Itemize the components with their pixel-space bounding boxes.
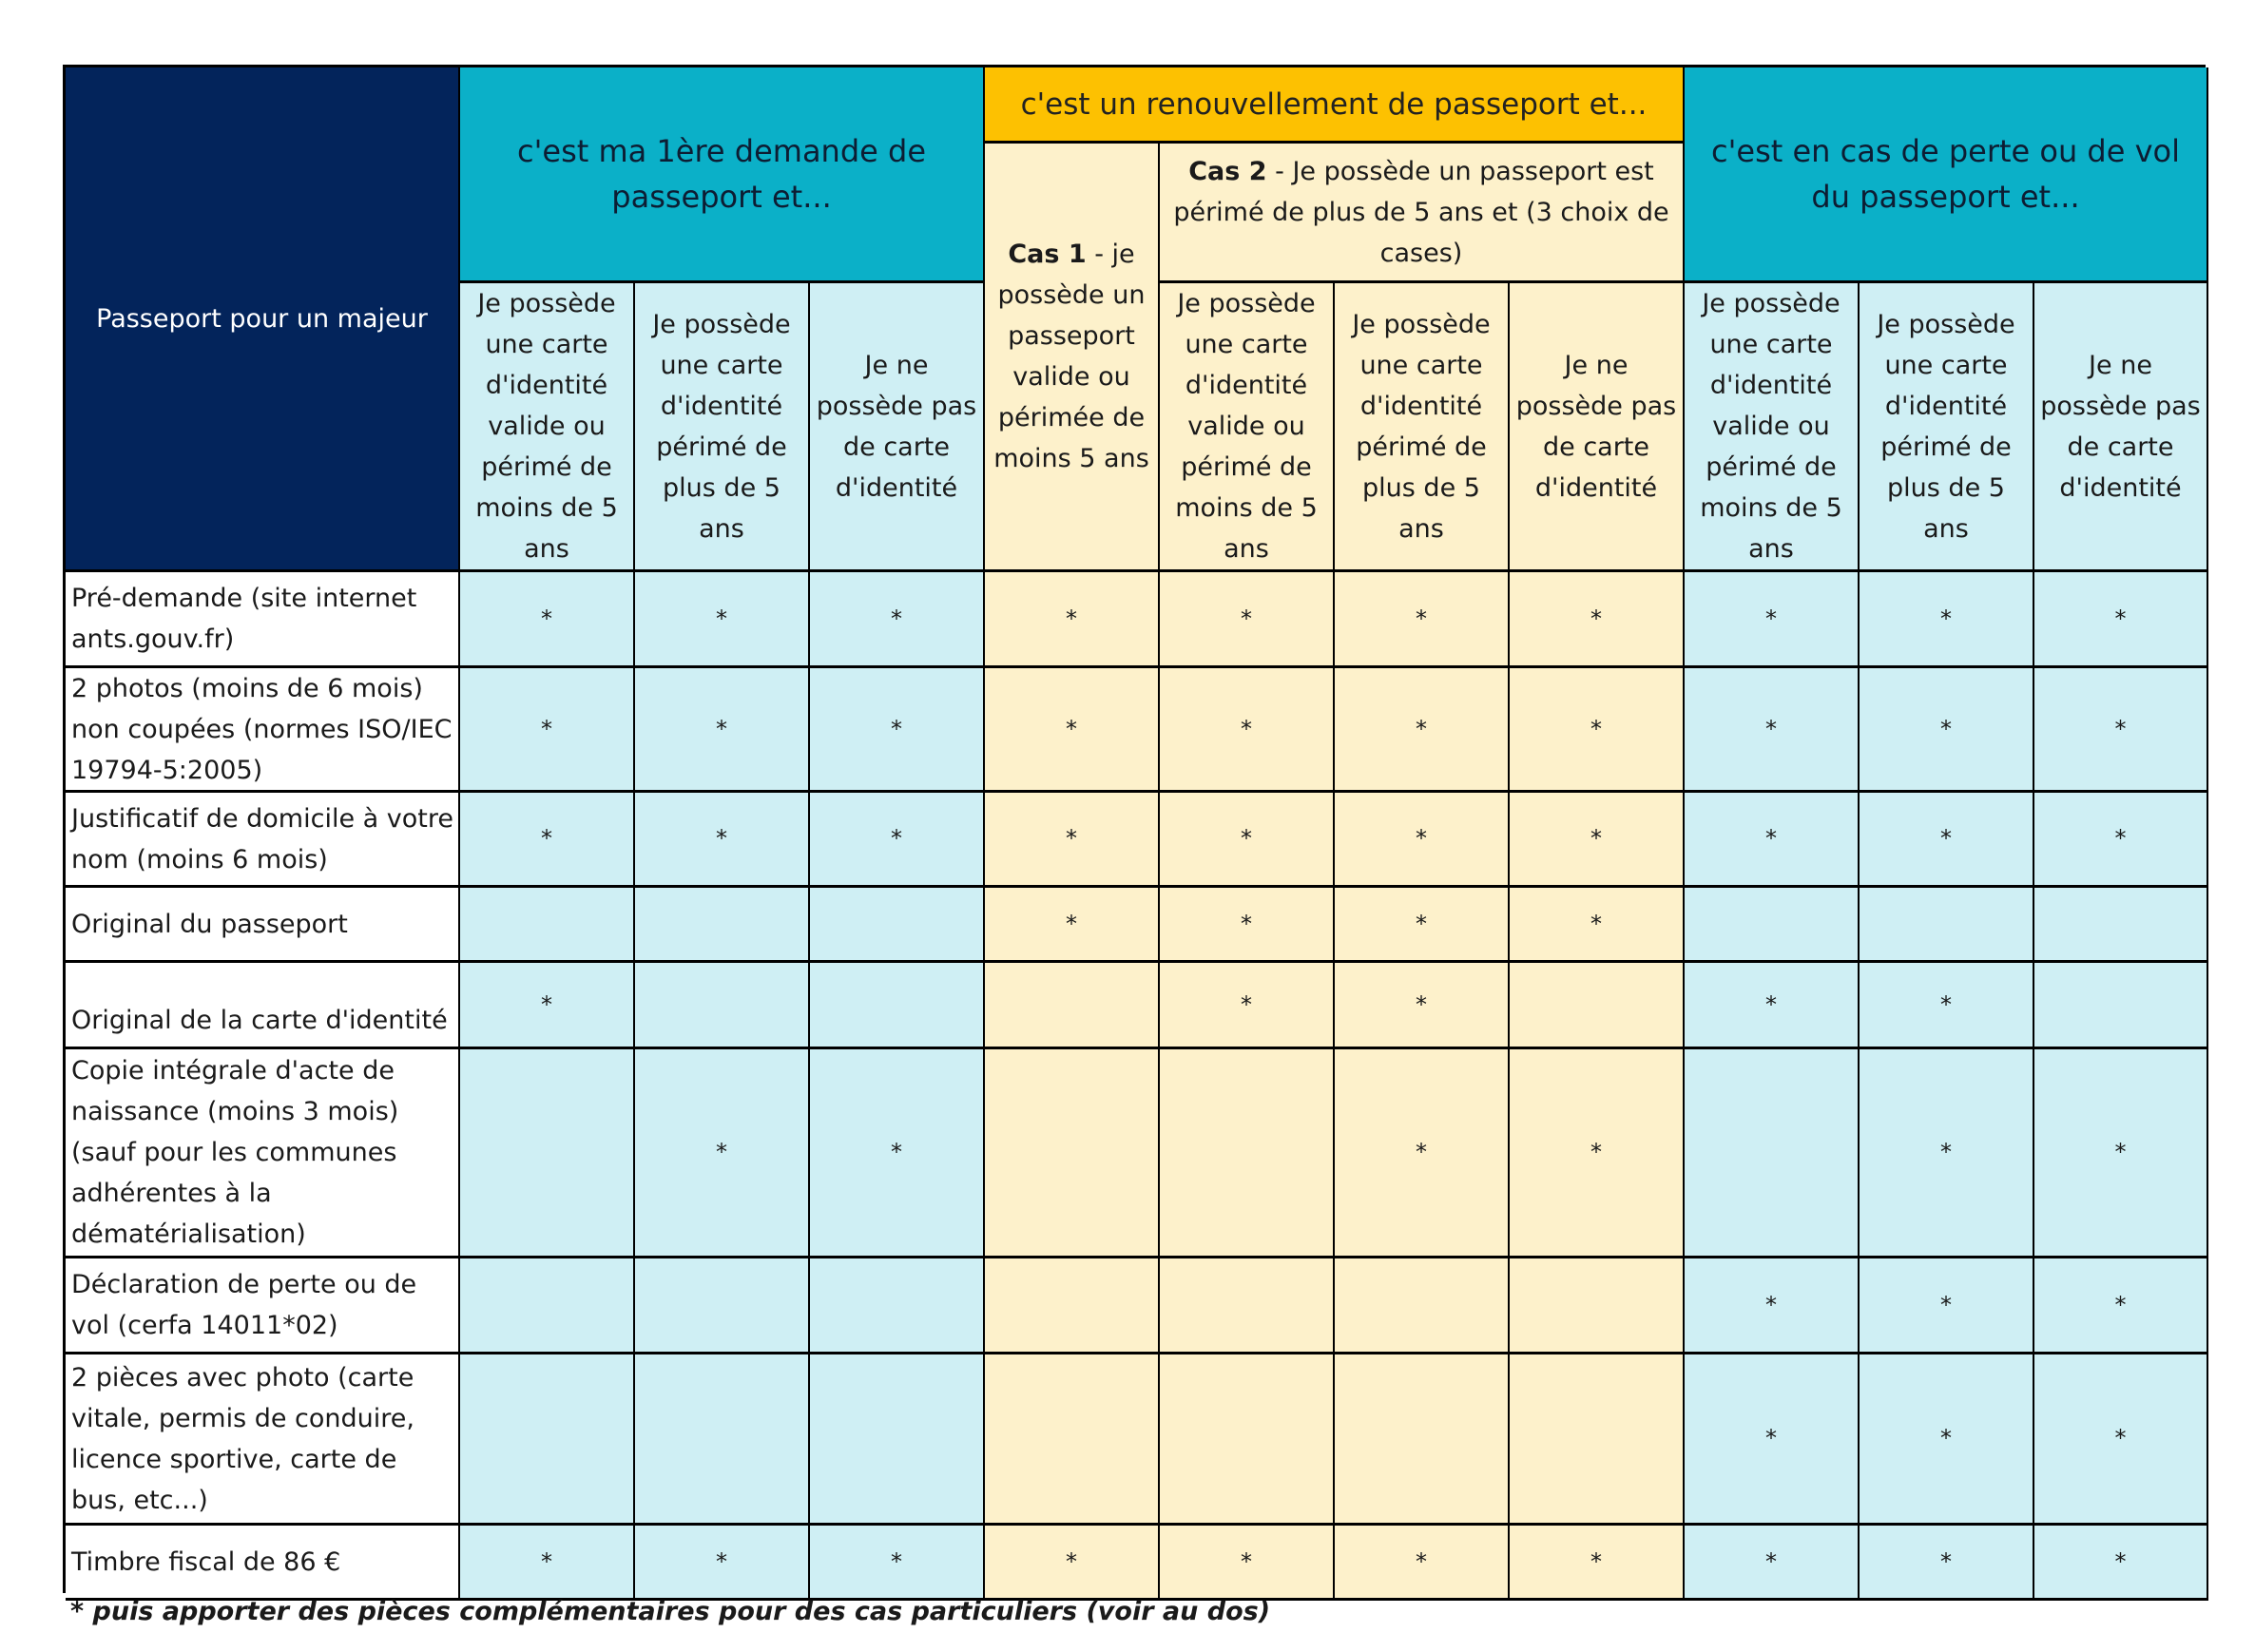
table-cell xyxy=(1335,793,1510,888)
cas2-header xyxy=(1160,144,1685,283)
corner-label: Passeport pour un majeur xyxy=(96,303,428,334)
requirement-mark: * xyxy=(541,990,552,1018)
table-cell xyxy=(985,1526,1160,1601)
table-cell xyxy=(1685,888,1860,963)
table-cell xyxy=(1685,668,1860,793)
subheader-g3-no-id xyxy=(2034,283,2208,572)
subheader-g1-no-id xyxy=(810,283,985,572)
row-label xyxy=(66,793,460,888)
requirement-mark: * xyxy=(1416,910,1427,937)
subheader-text: Je possède une carte d'identité valide ou périmé de moins de 5 ans xyxy=(1700,289,1842,564)
requirement-mark: * xyxy=(1940,605,1952,632)
table-cell xyxy=(2034,793,2208,888)
row-label xyxy=(66,1049,460,1258)
table-cell xyxy=(635,1354,810,1526)
requirement-mark: * xyxy=(2114,1139,2127,1165)
row-label-text: Pré-demande (site internet ants.gouv.fr) xyxy=(71,584,417,654)
requirement-mark: * xyxy=(891,1139,902,1165)
cas1-text xyxy=(991,234,1152,479)
requirement-mark: * xyxy=(1416,1139,1427,1165)
row-label-text: Timbre fiscal de 86 € xyxy=(71,1546,341,1577)
table-cell xyxy=(1510,1526,1685,1601)
requirement-mark: * xyxy=(1940,1425,1952,1451)
table-cell xyxy=(810,572,985,668)
group-header-first-request xyxy=(460,67,985,283)
subheader-text: Je possède une carte d'identité périmé de plus de 5 ans xyxy=(652,309,791,544)
requirement-mark: * xyxy=(1765,990,1777,1018)
table-cell xyxy=(460,1049,635,1258)
requirement-mark: * xyxy=(1416,605,1427,632)
requirement-mark: * xyxy=(541,1547,552,1575)
table-cell xyxy=(2034,888,2208,963)
table-cell xyxy=(1685,963,1860,1049)
table-cell xyxy=(1160,888,1335,963)
table-cell xyxy=(460,668,635,793)
table-cell xyxy=(2034,1258,2208,1354)
table-cell xyxy=(1335,888,1510,963)
table-cell xyxy=(985,888,1160,963)
table-cell xyxy=(1160,793,1335,888)
row-label xyxy=(66,1258,460,1354)
table-cell xyxy=(635,572,810,668)
cas2-text xyxy=(1173,151,1669,274)
requirement-mark: * xyxy=(1590,1139,1602,1165)
requirement-mark: * xyxy=(1590,605,1602,632)
table-cell xyxy=(985,963,1160,1049)
row-label xyxy=(66,668,460,793)
table-cell xyxy=(460,1354,635,1526)
table-cell xyxy=(1685,1049,1860,1258)
group-renewal-label: c'est un renouvellement de passeport et... xyxy=(1020,86,1648,122)
table-cell xyxy=(1685,572,1860,668)
table-cell xyxy=(1160,1354,1335,1526)
row-label xyxy=(66,1354,460,1526)
requirement-mark: * xyxy=(1416,990,1427,1018)
requirement-mark: * xyxy=(891,605,902,632)
table-cell xyxy=(635,1258,810,1354)
requirement-mark: * xyxy=(716,1139,727,1165)
requirement-mark: * xyxy=(2114,1425,2127,1451)
requirement-mark: * xyxy=(716,605,727,632)
table-cell xyxy=(1335,1354,1510,1526)
row-label-text: 2 photos (moins de 6 mois) non coupées (normes ISO/IEC 19794-5:2005) xyxy=(71,673,453,785)
requirement-mark: * xyxy=(1590,825,1602,852)
subheader-text: Je possède une carte d'identité périmé de plus de 5 ans xyxy=(1877,309,2015,544)
table-cell xyxy=(1685,1526,1860,1601)
table-cell xyxy=(985,572,1160,668)
table-cell xyxy=(1335,1258,1510,1354)
requirement-mark: * xyxy=(1590,910,1602,937)
table-cell xyxy=(1685,793,1860,888)
requirement-mark: * xyxy=(716,715,727,742)
cas1-title: Cas 1 xyxy=(1008,240,1087,269)
requirement-mark: * xyxy=(1066,715,1077,742)
requirement-mark: * xyxy=(1940,715,1952,742)
table-corner-header xyxy=(66,67,460,572)
requirement-mark: * xyxy=(2114,715,2127,742)
table-cell xyxy=(2034,668,2208,793)
requirement-mark: * xyxy=(1241,1547,1252,1575)
requirement-mark: * xyxy=(1940,1291,1952,1318)
requirement-mark: * xyxy=(2114,1547,2127,1575)
table-cell xyxy=(460,1526,635,1601)
requirement-mark: * xyxy=(1765,1547,1777,1575)
table-cell xyxy=(635,1049,810,1258)
requirement-mark: * xyxy=(1241,825,1252,852)
table-cell xyxy=(460,572,635,668)
table-cell xyxy=(1160,1049,1335,1258)
row-label-text: 2 pièces avec photo (carte vitale, permis de conduire, licence sportive, carte de bus, etc...) xyxy=(71,1362,414,1515)
subheader-g3-expired-id xyxy=(1860,283,2034,572)
table-cell xyxy=(985,668,1160,793)
table-cell xyxy=(460,888,635,963)
requirement-mark: * xyxy=(1765,715,1777,742)
requirement-mark: * xyxy=(2114,825,2127,852)
requirement-mark: * xyxy=(1765,1291,1777,1318)
requirement-mark: * xyxy=(891,1547,902,1575)
group-header-renewal xyxy=(985,67,1685,144)
subheader-g1-expired-id xyxy=(635,283,810,572)
table-cell xyxy=(635,668,810,793)
row-label xyxy=(66,888,460,963)
table-cell xyxy=(1860,1049,2034,1258)
requirement-mark: * xyxy=(1066,825,1077,852)
table-cell xyxy=(1510,1049,1685,1258)
table-cell xyxy=(2034,1526,2208,1601)
requirement-mark: * xyxy=(1590,1547,1602,1575)
row-label-text: Original du passeport xyxy=(71,909,348,939)
table-cell xyxy=(1335,572,1510,668)
group-loss-theft-label: c'est en cas de perte ou de vol du passeport et... xyxy=(1711,133,2180,215)
table-cell xyxy=(1860,1258,2034,1354)
table-cell xyxy=(1160,963,1335,1049)
requirement-mark: * xyxy=(541,825,552,852)
table-cell xyxy=(2034,572,2208,668)
requirement-mark: * xyxy=(1940,1547,1952,1575)
table-cell xyxy=(2034,1354,2208,1526)
table-cell xyxy=(2034,963,2208,1049)
requirement-mark: * xyxy=(891,825,902,852)
table-cell xyxy=(460,1258,635,1354)
table-cell xyxy=(2034,1049,2208,1258)
cas2-description: - Je possède un passeport est périmé de plus de 5 ans et (3 choix de cases) xyxy=(1173,156,1669,268)
subheader-text: Je possède une carte d'identité valide ou périmé de moins de 5 ans xyxy=(475,289,618,564)
cas1-description: - je possède un passeport valide ou périmée de moins 5 ans xyxy=(993,240,1149,473)
table-cell xyxy=(1860,572,2034,668)
cas2-title: Cas 2 xyxy=(1188,156,1267,186)
table-cell xyxy=(1335,1049,1510,1258)
table-cell xyxy=(1335,1526,1510,1601)
requirement-mark: * xyxy=(1241,910,1252,937)
row-label-text: Justificatif de domicile à votre nom (moins 6 mois) xyxy=(71,803,453,874)
row-label xyxy=(66,1526,460,1601)
group-first-request-label: c'est ma 1ère demande de passeport et... xyxy=(516,133,926,215)
subheader-text: Je ne possède pas de carte d'identité xyxy=(2040,350,2201,503)
table-cell xyxy=(1160,1526,1335,1601)
table-cell xyxy=(1510,668,1685,793)
requirement-mark: * xyxy=(1066,1547,1077,1575)
subheader-g2-expired-id xyxy=(1335,283,1510,572)
requirement-mark: * xyxy=(1066,605,1077,632)
requirement-mark: * xyxy=(2114,605,2127,632)
requirement-mark: * xyxy=(2114,1291,2127,1318)
requirement-mark: * xyxy=(1241,990,1252,1018)
requirement-mark: * xyxy=(1416,1547,1427,1575)
requirement-mark: * xyxy=(716,1547,727,1575)
requirement-mark: * xyxy=(891,715,902,742)
requirement-mark: * xyxy=(1765,825,1777,852)
row-label-text: Original de la carte d'identité xyxy=(71,1006,448,1035)
requirement-mark: * xyxy=(1765,1425,1777,1451)
subheader-g2-valid-id xyxy=(1160,283,1335,572)
subheader-g3-valid-id xyxy=(1685,283,1860,572)
table-cell xyxy=(985,1354,1160,1526)
table-cell xyxy=(1160,668,1335,793)
table-cell xyxy=(810,1354,985,1526)
footnote: * puis apporter des pièces complémentaires pour des cas particuliers (voir au dos) xyxy=(70,1597,1271,1626)
table-cell xyxy=(810,963,985,1049)
table-cell xyxy=(635,1526,810,1601)
subheader-text: Je possède une carte d'identité valide ou périmé de moins de 5 ans xyxy=(1175,289,1318,564)
subheader-text: Je ne possède pas de carte d'identité xyxy=(1515,350,1677,503)
table-cell xyxy=(1685,1354,1860,1526)
requirement-mark: * xyxy=(1066,910,1077,937)
requirement-mark: * xyxy=(716,825,727,852)
requirement-mark: * xyxy=(1940,825,1952,852)
table-cell xyxy=(1860,888,2034,963)
table-cell xyxy=(1335,668,1510,793)
table-cell xyxy=(1860,793,2034,888)
subheader-text: Je ne possède pas de carte d'identité xyxy=(816,350,977,503)
requirement-mark: * xyxy=(1241,715,1252,742)
requirement-mark: * xyxy=(1590,715,1602,742)
table-cell xyxy=(810,668,985,793)
requirement-mark: * xyxy=(541,715,552,742)
table-cell xyxy=(635,963,810,1049)
table-cell xyxy=(985,793,1160,888)
requirement-mark: * xyxy=(1416,825,1427,852)
table-cell xyxy=(985,1258,1160,1354)
requirement-mark: * xyxy=(1765,605,1777,632)
table-cell xyxy=(985,1049,1160,1258)
table-cell xyxy=(1510,793,1685,888)
row-label-text: Copie intégrale d'acte de naissance (moins 3 mois) (sauf pour les communes adhérentes à la dématérialisation) xyxy=(71,1056,399,1249)
requirement-mark: * xyxy=(1940,1139,1952,1165)
table-cell xyxy=(1860,1354,2034,1526)
row-label xyxy=(66,963,460,1049)
cas1-header xyxy=(985,144,1160,572)
table-cell xyxy=(1510,1354,1685,1526)
group-header-loss-theft xyxy=(1685,67,2208,283)
table-cell xyxy=(810,888,985,963)
row-label-text: Déclaration de perte ou de vol (cerfa 14011*02) xyxy=(71,1270,417,1340)
table-cell xyxy=(1860,668,2034,793)
subheader-g1-valid-id xyxy=(460,283,635,572)
table-cell xyxy=(635,888,810,963)
table-cell xyxy=(1510,963,1685,1049)
table-cell xyxy=(810,1049,985,1258)
table-cell xyxy=(635,793,810,888)
table-cell xyxy=(1860,1526,2034,1601)
table-cell xyxy=(810,1258,985,1354)
table-cell xyxy=(1510,572,1685,668)
requirement-mark: * xyxy=(1940,990,1952,1018)
table-cell xyxy=(1335,963,1510,1049)
document-table xyxy=(63,65,2206,1593)
table-cell xyxy=(810,793,985,888)
table-cell xyxy=(1160,1258,1335,1354)
row-label xyxy=(66,572,460,668)
requirement-mark: * xyxy=(1416,715,1427,742)
table-cell xyxy=(460,963,635,1049)
table-cell xyxy=(1685,1258,1860,1354)
requirement-mark: * xyxy=(541,605,552,632)
table-cell xyxy=(460,793,635,888)
table-cell xyxy=(1510,888,1685,963)
subheader-g2-no-id xyxy=(1510,283,1685,572)
table-cell xyxy=(1160,572,1335,668)
table-cell xyxy=(810,1526,985,1601)
table-cell xyxy=(1860,963,2034,1049)
subheader-text: Je possède une carte d'identité périmé de plus de 5 ans xyxy=(1352,309,1491,544)
requirement-mark: * xyxy=(1241,605,1252,632)
table-cell xyxy=(1510,1258,1685,1354)
